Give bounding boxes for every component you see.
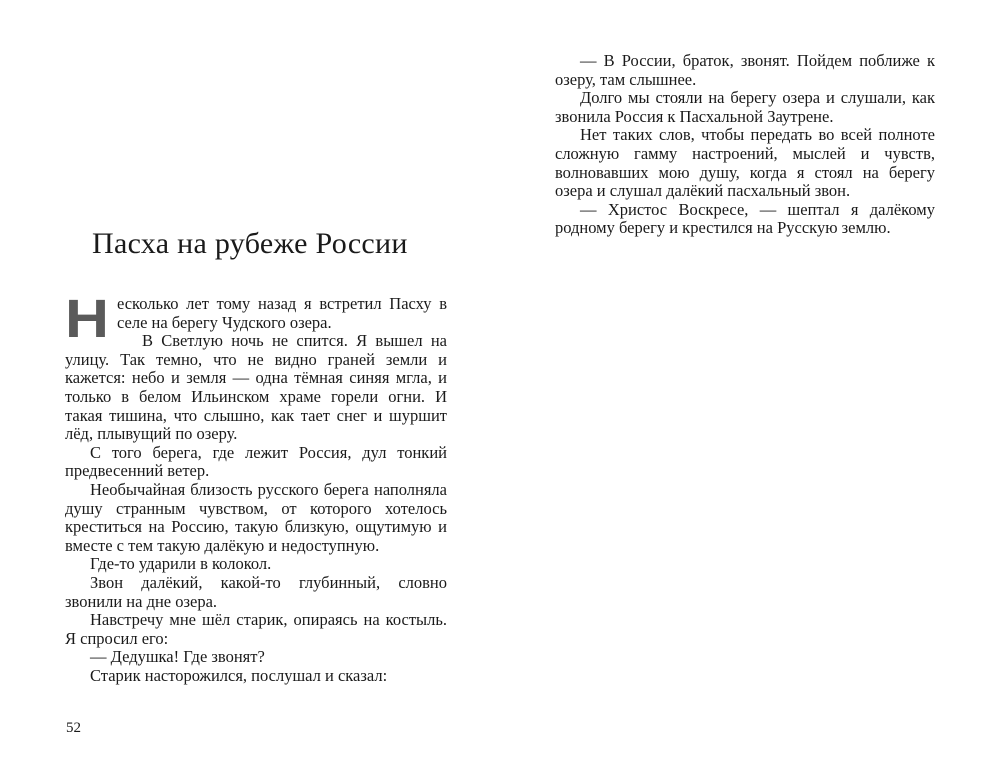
- drop-cap-letter-icon: [65, 297, 109, 339]
- paragraph-1: [65, 294, 447, 339]
- paragraph-12: Нет таких слов, чтобы передать во всей полноте сложную гамму настроений, мыслей и чувств, волновавших мою душу, когда я стоял на берегу озера и слушал далёкий пасхальный звон.: [555, 125, 935, 201]
- paragraph-3: С того берега, где лежит Россия, дул тонкий предвесенний ветер.: [65, 442, 447, 481]
- paragraph-1-text: есколько лет тому назад я встретил Пасху в селе на берегу Чудского озера.: [117, 294, 447, 332]
- chapter-title: Пасха на рубеже России: [92, 227, 408, 260]
- paragraph-7: Навстречу мне шёл старик, опираясь на костыль. Я спросил его:: [65, 610, 447, 648]
- paragraph-8: — Дедушка! Где звонят?: [90, 647, 265, 667]
- paragraph-11: Долго мы стояли на берегу озера и слушали, как звонила Россия к Пасхальной Заутрене.: [555, 88, 935, 126]
- paragraph-6: Звон далёкий, какой-то глубинный, словно звонили на дне озера.: [65, 572, 447, 611]
- drop-cap: [65, 297, 109, 339]
- drop-cap-glyph: Н: [65, 297, 109, 339]
- paragraph-9: Старик насторожился, послушал и сказал:: [90, 665, 388, 685]
- paragraph-10: — В России, браток, звонят. Пойдем поближе к озеру, там слышнее.: [555, 51, 935, 89]
- paragraph-4: Необычайная близость русского берега наполняла душу странным чувством, от которого хотелось креститься на Россию, такую близкую, ощутимую и вместе с тем такую далёкую и недоступную.: [65, 479, 447, 555]
- paragraph-2: В Светлую ночь не спится. Я вышел на улицу. Так темно, что не видно граней земли и кажется: небо и земля — одна тёмная синяя мгла, и только в белом Ильинском храме горели огни. И такая тишина, что слышно, как тает снег и шуршит лёд, плывущий по озеру.: [65, 331, 447, 444]
- paragraph-13: — Христос Воскресе, — шептал я далёкому родному берегу и крестился на Русскую землю.: [555, 199, 935, 238]
- page-number: 52: [66, 720, 81, 736]
- left-body-text: [65, 295, 447, 685]
- right-page: [500, 0, 1000, 769]
- paragraph-5: Где-то ударили в колокол.: [90, 554, 272, 574]
- right-body-text: [555, 52, 935, 238]
